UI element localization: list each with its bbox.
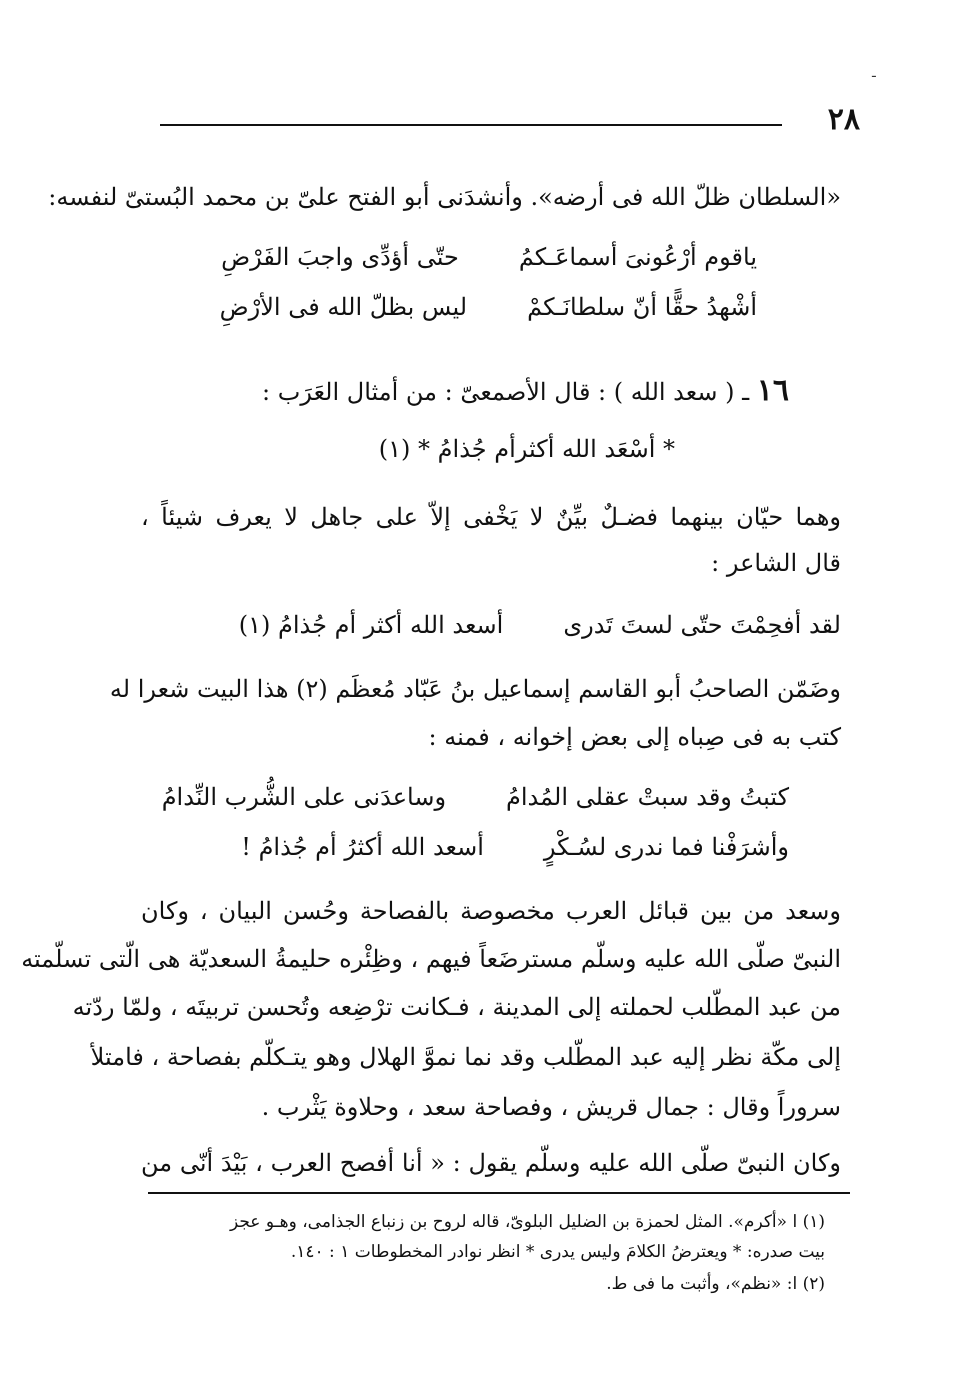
section-number: ١٦ <box>756 373 789 408</box>
verse-1-second-hemistich: حتّى أؤدِّى واجبَ الفَرْضِ <box>221 243 459 271</box>
footnote-rule <box>148 1192 850 1194</box>
section-heading-text: ـ ( سعد الله ) : قال الأصمعىّ : من أمثال العَرَب : <box>262 378 750 406</box>
section-heading <box>262 374 789 409</box>
paragraph-3-line-3: من عبد المطّلب لحملته إلى المدينة ، فـكانت ترْضِعه وتُحسن تربيتَه ، ولمّا ردّته <box>72 993 841 1021</box>
verse-5-second-hemistich: أسعد الله أكثرُ أم جُذامُ ! <box>241 833 484 861</box>
verse-2-first-hemistich: أشْهدُ حقًّا أنّ سلطانَـكمْ <box>527 293 757 321</box>
paragraph-3-line-2: النبىّ صلّى الله عليه وسلّم مسترضَعاً فيهم ، وظِئْره حليمةُ السعديّة هى الّتى تسلّمته <box>21 945 841 973</box>
verse-3-second-hemistich: أسعد الله أكثر أم جُذامُ (١) <box>238 611 504 639</box>
corner-mark: ـ <box>872 66 876 81</box>
paragraph-3-line-1: وسعد من بين قبائل العرب مخصوصة بالفصاحة وحُسن البيان ، وكان <box>141 897 841 925</box>
proverb-line: * أسْعَد الله أكثرأم جُذامُ * (١) <box>378 435 675 463</box>
verse-3 <box>239 608 841 642</box>
paragraph-1-line-2: قال الشاعر : <box>711 549 841 577</box>
verse-2 <box>220 290 757 324</box>
verse-1-first-hemistich: ياقوم أرْعُونىَ أسماعَـكمُ <box>518 243 757 271</box>
paragraph-3-line-4: إلى مكّة نظر إليه عبد المطّلب وقد نما نموَّ الهلال وهو يتـكلّم بفصاحة ، فامتلأ <box>90 1043 841 1071</box>
paragraph-1-line-1: وهما حيّان بينهما فضـلٌ بيِّنٌ لا يَخْفى إلاّ على جاهل لا يعرف شيئاً ، <box>141 503 841 531</box>
footnote-1-line-1: (١) ا «أكرم». المثل لحمزة بن الضليل البلوىّ، قاله لروح بن زنباع الجذامى، وهـو عجز <box>229 1212 825 1232</box>
verse-4 <box>162 780 789 814</box>
paragraph-4-line-1: وكان النبىّ صلّى الله عليه وسلّم يقول : « أنا أفصح العرب ، بَيْدَ أنّى من <box>141 1149 841 1177</box>
paragraph-2-line-1: وضَمّن الصاحبُ أبو القاسم إسماعيل بنُ عَبّاد مُعظَم (٢) هذا البيت شعرا له <box>109 675 841 703</box>
footnote-1-line-2: بيت صدره: * ويعترضُ الكلامَ وليس يدرى * انظر نوادر المخطوطات ١ : ١٤٠. <box>290 1242 825 1262</box>
paragraph-3-line-5: سروراً وقال : جمال قريش ، وفصاحة سعد ، وحلاوة يَثْرب . <box>261 1093 841 1121</box>
verse-3-first-hemistich: لقد أفحِمْتَ حتّى لستَ تَدرى <box>563 611 841 639</box>
verse-2-second-hemistich: ليس بظلّ الله فى الأرْضِ <box>219 293 468 321</box>
verse-4-second-hemistich: وساعدَنى على الشُّرب النِّدامُ <box>161 783 447 811</box>
verse-4-first-hemistich: كتبتُ وقد سبتْ عقلى المُدامُ <box>506 783 789 811</box>
footnote-2: (٢) ا: «نظم»، وأثبت ما فى ط. <box>606 1274 825 1294</box>
page-number: ٢٨ <box>827 102 860 137</box>
paragraph-2-line-2: كتب به فى صِباه إلى بعض إخوانه ، فمنه : <box>428 723 841 751</box>
verse-5-first-hemistich: وأشرَفْنا فما ندرى لسُـكْرٍ <box>543 833 789 861</box>
header-rule <box>160 124 782 126</box>
verse-5 <box>241 830 789 864</box>
verse-1 <box>221 240 757 274</box>
intro-line: «السلطان ظلّ الله فى أرضه». وأنشدَنى أبو الفتح علىّ بن محمد البُستىّ لنفسه: <box>48 183 841 211</box>
